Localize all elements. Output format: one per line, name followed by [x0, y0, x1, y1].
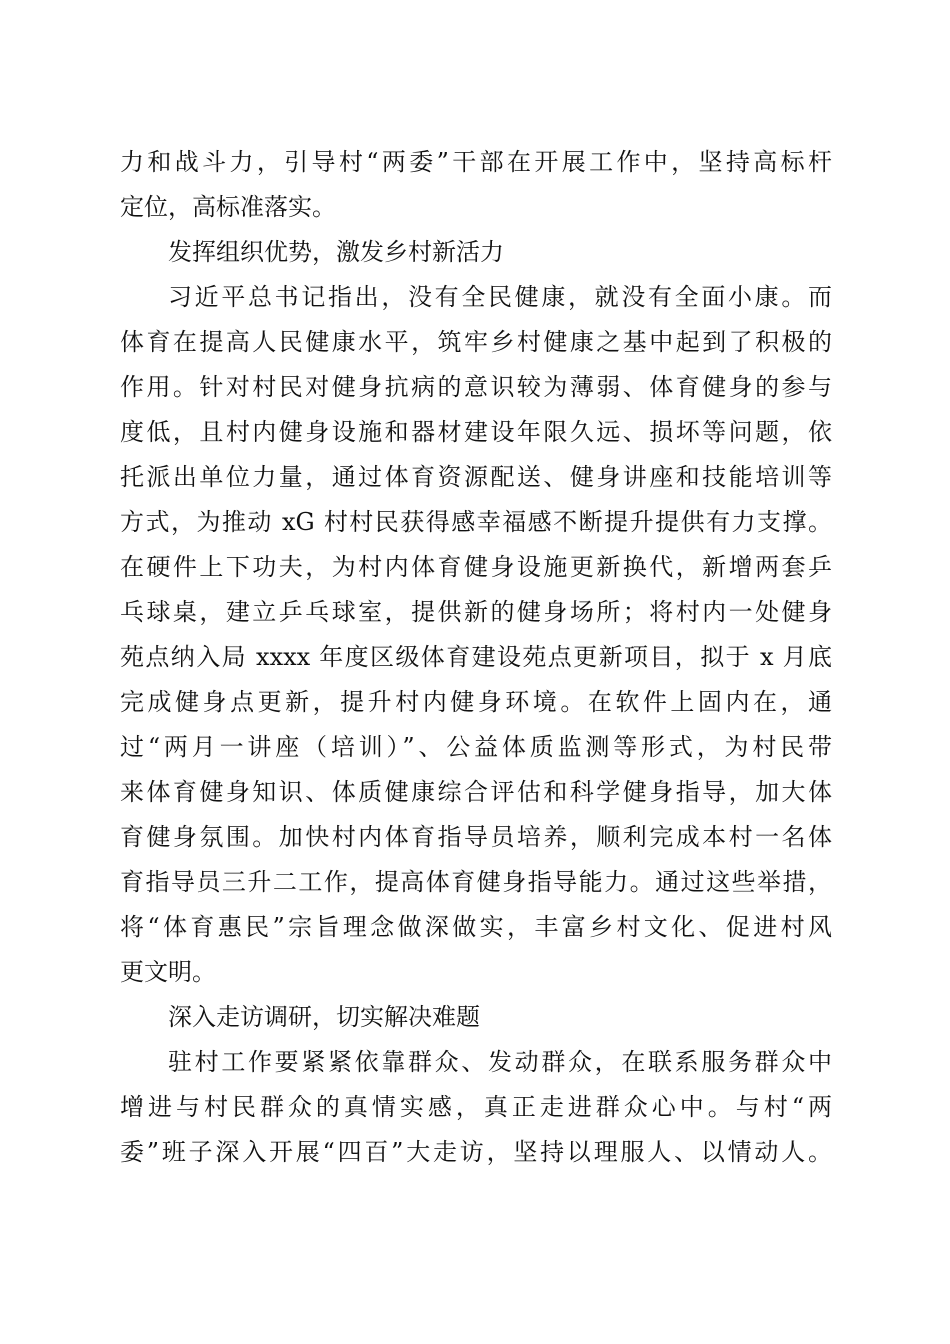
paragraph-continuation [120, 140, 832, 230]
text-line: 育指导员三升二工作，提高体育健身指导能力。通过这些举措， [120, 868, 832, 896]
document-body [120, 140, 832, 1175]
text-line: 体育在提高人民健康水平，筑牢乡村健康之基中起到了积极的 [120, 328, 832, 356]
text-line: 完成健身点更新，提升村内健身环境。在软件上固内在，通 [120, 688, 832, 716]
text-line: 托派出单位力量，通过体育资源配送、健身讲座和技能培训等 [120, 463, 832, 491]
text-line: 来体育健身知识、体质健康综合评估和科学健身指导，加大体 [120, 778, 832, 806]
text-line: 习近平总书记指出，没有全民健康，就没有全面小康。而 [168, 283, 832, 311]
text-line: 苑点纳入局 xxxx 年度区级体育建设苑点更新项目，拟于 x 月底 [120, 643, 832, 671]
paragraph-village-work [120, 1040, 832, 1175]
text-line: 更文明。 [120, 958, 216, 986]
text-line: 乓球桌，建立乒乓球室，提供新的健身场所；将村内一处健身 [120, 598, 832, 626]
text-line: 增进与村民群众的真情实感，真正走进群众心中。与村“两 [120, 1093, 832, 1121]
text-line: 在硬件上下功夫，为村内体育健身设施更新换代，新增两套乒 [120, 553, 832, 581]
text-line: 作用。针对村民对健身抗病的意识较为薄弱、体育健身的参与 [120, 373, 832, 401]
text-line: 委”班子深入开展“四百”大走访，坚持以理服人、以情动人。 [120, 1138, 832, 1166]
text-line: 过“两月一讲座（培训）”、公益体质监测等形式，为村民带 [120, 733, 832, 761]
text-line: 定位，高标准落实。 [120, 193, 336, 221]
section-heading: 发挥组织优势，激发乡村新活力 [168, 238, 504, 266]
text-line: 驻村工作要紧紧依靠群众、发动群众，在联系服务群众中 [168, 1048, 832, 1076]
section-heading-organization [120, 230, 832, 275]
text-line: 力和战斗力，引导村“两委”干部在开展工作中，坚持高标杆 [120, 148, 832, 176]
section-heading: 深入走访调研，切实解决难题 [168, 1003, 480, 1031]
text-line: 度低，且村内健身设施和器材建设年限久远、损坏等问题，依 [120, 418, 832, 446]
paragraph-sports-health [120, 275, 832, 995]
section-heading-visits [120, 995, 832, 1040]
text-line: 育健身氛围。加快村内体育指导员培养，顺利完成本村一名体 [120, 823, 832, 851]
text-line: 将“体育惠民”宗旨理念做深做实，丰富乡村文化、促进村风 [120, 913, 832, 941]
text-line: 方式，为推动 xG 村村民获得感幸福感不断提升提供有力支撑。 [120, 508, 832, 536]
